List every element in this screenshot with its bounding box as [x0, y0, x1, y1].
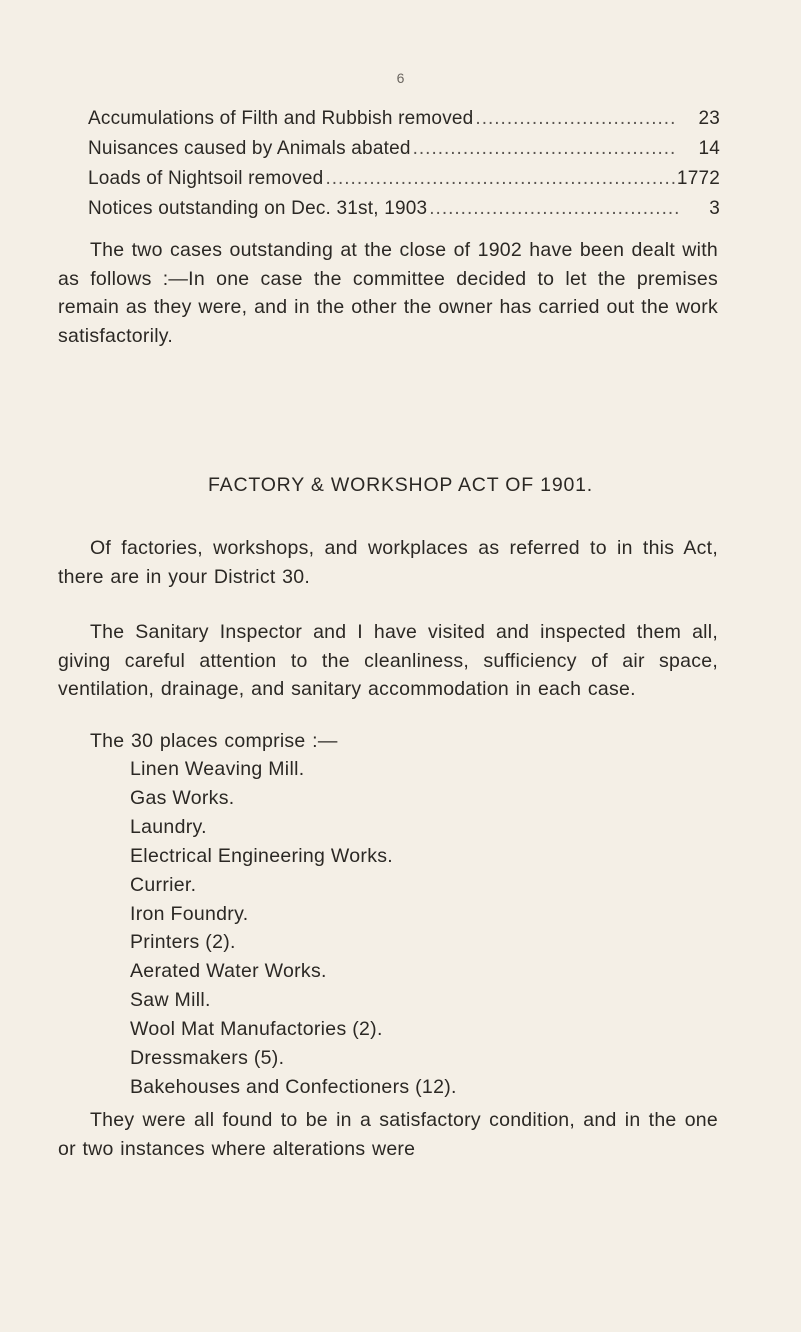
list-item: Saw Mill.	[130, 989, 211, 1012]
page-number: 6	[396, 70, 405, 86]
list-item: Printers (2).	[130, 931, 236, 954]
dot-leader	[429, 194, 678, 224]
list-item: Wool Mat Manufactories (2).	[130, 1018, 383, 1041]
list-item: Gas Works.	[130, 786, 235, 809]
paragraph-factory-count: Of factories, workshops, and workplaces as referred to in this Act, there are in your District 30.	[58, 537, 718, 588]
stat-label: Nuisances caused by Animals abated	[88, 138, 411, 159]
stat-row	[88, 194, 720, 224]
list-item: Bakehouses and Confectioners (12).	[130, 1075, 457, 1098]
stat-row	[88, 164, 720, 194]
paragraph-condition: They were all found to be in a satisfactory condition, and in the one or two instances where alterations were	[58, 1109, 718, 1160]
dot-leader	[325, 164, 674, 194]
places-intro: The 30 places comprise :—	[90, 730, 338, 752]
paragraph-outstanding-cases: The two cases outstanding at the close of 1902 have been dealt with as follows :—In one case the committee decided to let the premises remain as they were, and in the other the owner has carried out the work satisfactorily.	[58, 239, 718, 347]
paragraph-inspection: The Sanitary Inspector and I have visited and inspected them all, giving careful attention to the cleanliness, sufficiency of air space, ventilation, drainage, and sanitary accommodation in each case.	[58, 621, 718, 700]
stat-value: 23	[698, 108, 720, 129]
places-list	[130, 755, 457, 1102]
dot-leader	[413, 134, 678, 164]
dot-leader	[475, 104, 678, 134]
list-item: Iron Foundry.	[130, 902, 249, 925]
stat-row	[88, 104, 720, 134]
stat-label: Accumulations of Filth and Rubbish removed	[88, 108, 474, 129]
list-item: Dressmakers (5).	[130, 1047, 285, 1070]
stat-value: 14	[698, 138, 720, 159]
list-item: Currier.	[130, 873, 197, 896]
stat-label: Loads of Nightsoil removed	[88, 168, 324, 189]
stat-label: Notices outstanding on Dec. 31st, 1903	[88, 198, 428, 219]
list-item: Linen Weaving Mill.	[130, 758, 305, 780]
section-heading: FACTORY & WORKSHOP ACT OF 1901.	[208, 474, 593, 496]
stat-value: 1772	[676, 168, 720, 189]
list-item: Electrical Engineering Works.	[130, 844, 394, 867]
statistics-list	[88, 104, 720, 224]
stat-row	[88, 134, 720, 164]
stat-value: 3	[709, 198, 720, 219]
list-item: Laundry.	[130, 815, 207, 838]
list-item: Aerated Water Works.	[130, 960, 327, 983]
